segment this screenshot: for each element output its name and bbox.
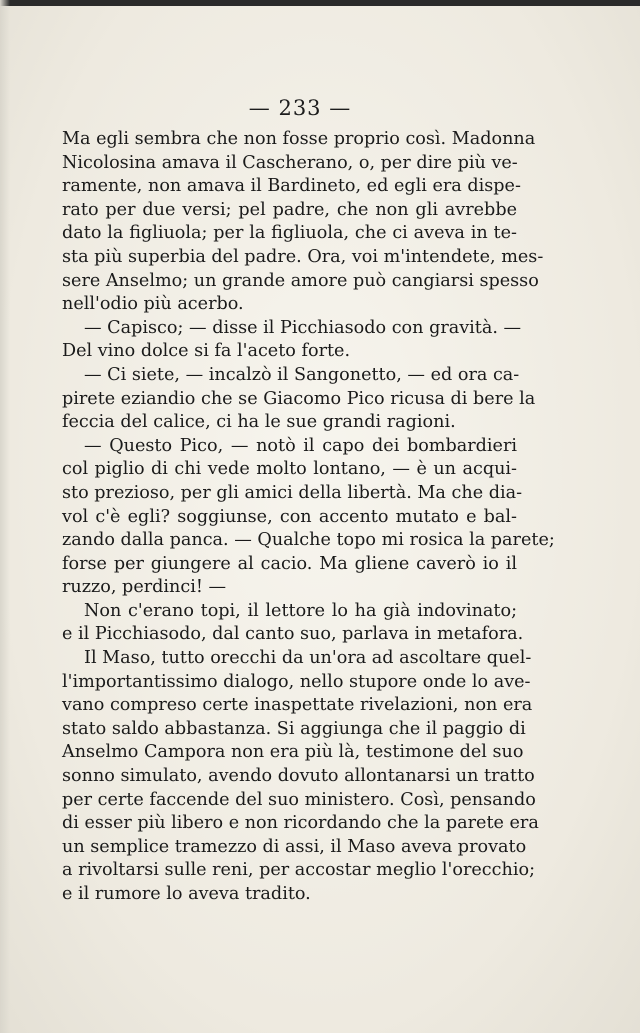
text-line: Non c'erano topi, il lettore lo ha già indovinato; [84, 600, 517, 621]
text-line: feccia del calice, ci ha le sue grandi ragioni. [62, 412, 456, 433]
page-number: — 233 — [248, 96, 352, 120]
body-text [62, 128, 555, 907]
text-line: vano compreso certe inaspettate rivelazioni, non era [62, 695, 533, 716]
text-line: Il Maso, tutto orecchi da un'ora ad ascoltare quel- [84, 648, 532, 669]
text-line: sto prezioso, per gli amici della libertà. Ma che dia- [62, 482, 523, 503]
text-line: ramente, non amava il Bardineto, ed egli era dispe- [62, 176, 521, 197]
text-line: zando dalla panca. — Qualche topo mi rosica la parete; [62, 530, 555, 551]
text-line: Anselmo Campora non era più là, testimone del suo [62, 742, 524, 763]
text-line: sere Anselmo; un grande amore può cangiarsi spesso [62, 270, 539, 291]
text-line: — Ci siete, — incalzò il Sangonetto, — ed ora ca- [84, 364, 520, 385]
page-top-edge [0, 0, 640, 6]
text-line: per certe faccende del suo ministero. Così, pensando [62, 789, 536, 810]
text-line: l'importantissimo dialogo, nello stupore onde lo ave- [62, 671, 531, 692]
text-line: sonno simulato, avendo dovuto allontanarsi un tratto [62, 766, 535, 787]
text-line: stato saldo abbastanza. Si aggiunga che il paggio di [62, 718, 526, 739]
text-line: col piglio di chi vede molto lontano, — è un acqui- [62, 459, 517, 480]
page-binding-shadow [0, 0, 10, 1033]
text-line: un semplice tramezzo di assi, il Maso aveva provato [62, 836, 527, 857]
text-line: Del vino dolce si fa l'aceto forte. [62, 341, 351, 362]
text-line: sta più superbia del padre. Ora, voi m'intendete, mes- [62, 246, 544, 267]
text-line: Nicolosina amava il Cascherano, o, per dire più ve- [62, 152, 518, 173]
text-line: a rivoltarsi sulle reni, per accostar meglio l'orecchio; [62, 860, 535, 881]
text-line: dato la figliuola; per la figliuola, che ci aveva in te- [62, 223, 517, 244]
text-line: vol c'è egli? soggiunse, con accento mutato e bal- [62, 506, 517, 527]
text-line: — Capisco; — disse il Picchiasodo con gravità. — [84, 317, 522, 338]
text-line: ruzzo, perdinci! — [62, 577, 227, 598]
text-line: — Questo Pico, — notò il capo dei bombardieri [84, 435, 517, 456]
text-line: rato per due versi; pel padre, che non gli avrebbe [62, 199, 517, 220]
text-line: pirete eziandio che se Giacomo Pico ricusa di bere la [62, 388, 536, 409]
text-line: e il rumore lo aveva tradito. [62, 884, 311, 904]
text-line: nell'odio più acerbo. [62, 294, 244, 315]
text-line: e il Picchiasodo, dal canto suo, parlava in metafora. [62, 624, 524, 645]
text-line: forse per giungere al cacio. Ma gliene caverò io il [62, 553, 517, 574]
text-line: Ma egli sembra che non fosse proprio così. Madonna [62, 129, 536, 149]
text-line: di esser più libero e non ricordando che la parete era [62, 813, 539, 834]
